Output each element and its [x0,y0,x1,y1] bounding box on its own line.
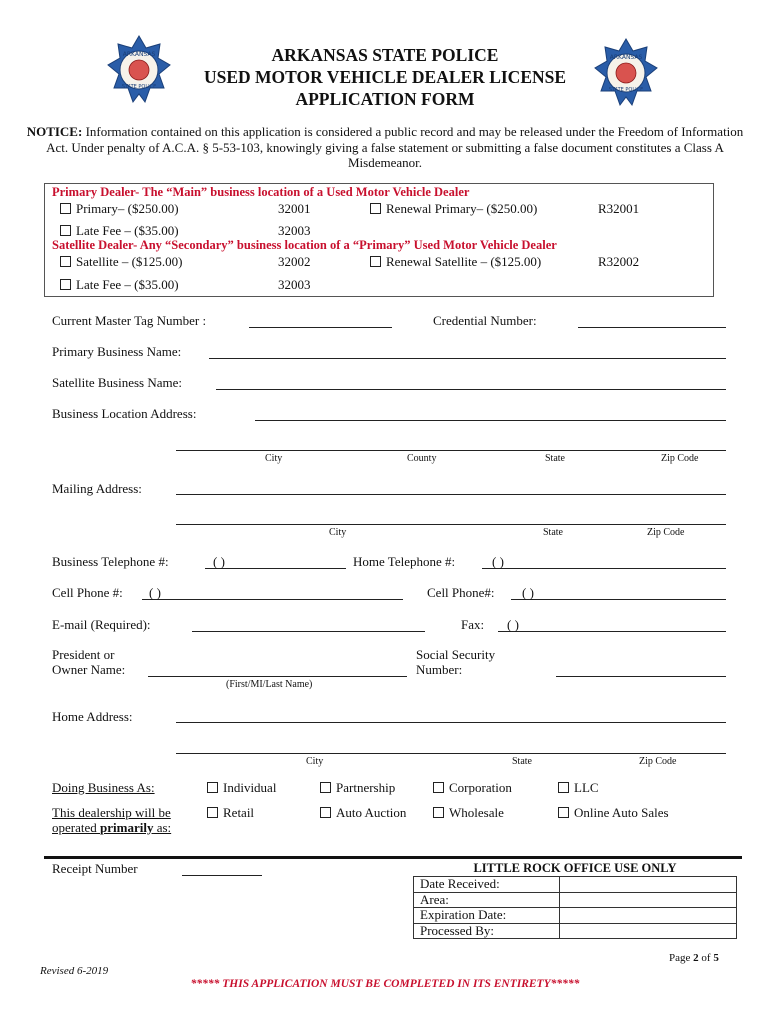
receipt-label: Receipt Number [52,861,138,876]
checkbox[interactable] [320,782,331,793]
checkbox[interactable] [60,279,71,290]
code-satellite: 32002 [278,254,311,269]
operated-label-1: This dealership will be [52,805,171,820]
home-address-field[interactable] [176,722,726,723]
dba-label: Doing Business As: [52,780,155,795]
checkbox[interactable] [370,256,381,267]
business-location-label: Business Location Address: [52,406,197,421]
seal-bottom-text: STATE POLICE [608,87,644,93]
primary-business-label: Primary Business Name: [52,344,182,359]
office-row-value[interactable] [560,908,737,924]
title-license: USED MOTOR VEHICLE DEALER LICENSE [203,67,567,87]
business-phone-field[interactable] [205,568,346,569]
dba-option-individual[interactable]: Individual [207,780,276,796]
code-late-fee-primary: 32003 [278,223,311,238]
office-row-value[interactable] [560,923,737,939]
mailing-label: Mailing Address: [52,481,142,496]
section-divider [44,856,742,859]
home-phone-paren: ( ) [492,554,504,569]
primary-business-field[interactable] [209,358,726,359]
checkbox[interactable] [60,203,71,214]
satellite-heading: Satellite Dealer- Any “Secondary” business location of a “Primary” Used Motor Vehicle Dealer [52,238,557,252]
checkbox[interactable] [433,807,444,818]
code-renewal-primary: R32001 [598,201,640,216]
state-hint: State [512,756,532,767]
county-hint: County [407,453,437,464]
checkbox[interactable] [320,807,331,818]
option-satellite[interactable]: Satellite – ($125.00) [60,254,183,270]
credential-field[interactable] [578,327,726,328]
completion-warning: ***** THIS APPLICATION MUST BE COMPLETED IN ITS ENTIRETY***** [190,978,580,990]
cell-phone2-label: Cell Phone#: [427,585,495,600]
option-renewal-primary[interactable]: Renewal Primary– ($250.00) [370,201,537,217]
business-location-line2[interactable] [176,450,726,451]
office-row-label: Date Received: [414,877,560,893]
home-phone-field[interactable] [482,568,726,569]
checkbox[interactable] [207,782,218,793]
cell-phone-label: Cell Phone #: [52,585,123,600]
satellite-business-field[interactable] [216,389,726,390]
checkbox[interactable] [60,225,71,236]
ssn-label-1: Social Security [416,647,496,662]
option-renewal-satellite[interactable]: Renewal Satellite – ($125.00) [370,254,541,270]
fax-field[interactable] [498,631,726,632]
cell-phone2-field[interactable] [511,599,726,600]
notice-label: NOTICE: [26,124,83,139]
operated-option-wholesale[interactable]: Wholesale [433,805,504,821]
seal-top-text: ARKANSAS [609,54,643,61]
fax-label: Fax: [461,617,485,632]
office-use-table [413,876,737,939]
name-hint: (First/MI/Last Name) [226,679,313,690]
mailing-field[interactable] [176,494,726,495]
office-row-value[interactable] [560,877,737,893]
master-tag-field[interactable] [249,327,392,328]
office-row-label: Area: [414,892,560,908]
checkbox[interactable] [558,782,569,793]
zip-hint: Zip Code [647,527,685,538]
dba-option-corporation[interactable]: Corporation [433,780,512,796]
code-primary: 32001 [278,201,311,216]
option-primary[interactable]: Primary– ($250.00) [60,201,179,217]
dba-option-llc[interactable]: LLC [558,780,599,796]
title-form: APPLICATION FORM [295,89,475,109]
city-hint: City [265,453,283,464]
president-name-field[interactable] [148,676,407,677]
operated-label-2: operated primarily as: [52,820,172,835]
code-renewal-satellite: R32002 [598,254,640,269]
revised-date: Revised 6-2019 [40,965,109,977]
state-hint: State [543,527,563,538]
zip-hint: Zip Code [639,756,677,767]
business-phone-label: Business Telephone #: [52,554,169,569]
president-label-1: President or [52,647,115,662]
business-location-field[interactable] [255,420,726,421]
ssn-label-2: Number: [416,662,463,677]
cell-phone-field[interactable] [142,599,403,600]
president-label-2: Owner Name: [52,662,126,677]
dba-option-partnership[interactable]: Partnership [320,780,395,796]
title-agency: ARKANSAS STATE POLICE [271,45,499,65]
home-phone-label: Home Telephone #: [353,554,456,569]
satellite-business-label: Satellite Business Name: [52,375,182,390]
credential-label: Credential Number: [433,313,537,328]
operated-option-retail[interactable]: Retail [207,805,254,821]
office-row-label: Processed By: [414,923,560,939]
home-address-line2[interactable] [176,753,726,754]
email-field[interactable] [192,631,425,632]
code-late-fee-satellite: 32003 [278,277,311,292]
office-use-title: LITTLE ROCK OFFICE USE ONLY [473,861,677,875]
state-hint: State [545,453,565,464]
mailing-line2[interactable] [176,524,726,525]
home-address-label: Home Address: [52,709,133,724]
checkbox[interactable] [60,256,71,267]
fax-paren: ( ) [507,617,519,632]
receipt-field[interactable] [182,875,262,876]
office-row-label: Expiration Date: [414,908,560,924]
zip-hint: Zip Code [661,453,699,464]
cell-phone-paren: ( ) [149,585,161,600]
checkbox[interactable] [370,203,381,214]
checkbox[interactable] [207,807,218,818]
cell-phone2-paren: ( ) [522,585,534,600]
checkbox[interactable] [433,782,444,793]
ssn-field[interactable] [556,676,726,677]
operated-option-online-auto-sales[interactable]: Online Auto Sales [558,805,669,821]
option-late-fee-primary[interactable]: Late Fee – ($35.00) [60,223,179,239]
office-row-value[interactable] [560,892,737,908]
city-hint: City [306,756,324,767]
page-number: Page 2 of 5 [669,952,719,964]
option-late-fee-satellite[interactable]: Late Fee – ($35.00) [60,277,179,293]
email-label: E-mail (Required): [52,617,151,632]
seal-top-text: ARKANSAS [122,51,156,58]
primary-heading: Primary Dealer- The “Main” business location of a Used Motor Vehicle Dealer [52,185,470,199]
city-hint: City [329,527,347,538]
operated-option-auto-auction[interactable]: Auto Auction [320,805,406,821]
notice-text: Information contained on this application is considered a public record and may be released under the Freedom of Information Act. Under penalty of A.C.A. § 5-53-103, knowingly giving a false statement or submitting a false document constitutes a Class A Misdemeanor. [46,124,744,170]
business-phone-paren: ( ) [213,554,225,569]
notice [24,124,746,171]
seal-bottom-text: STATE POLICE [121,84,157,90]
checkbox[interactable] [558,807,569,818]
master-tag-label: Current Master Tag Number : [52,313,207,328]
